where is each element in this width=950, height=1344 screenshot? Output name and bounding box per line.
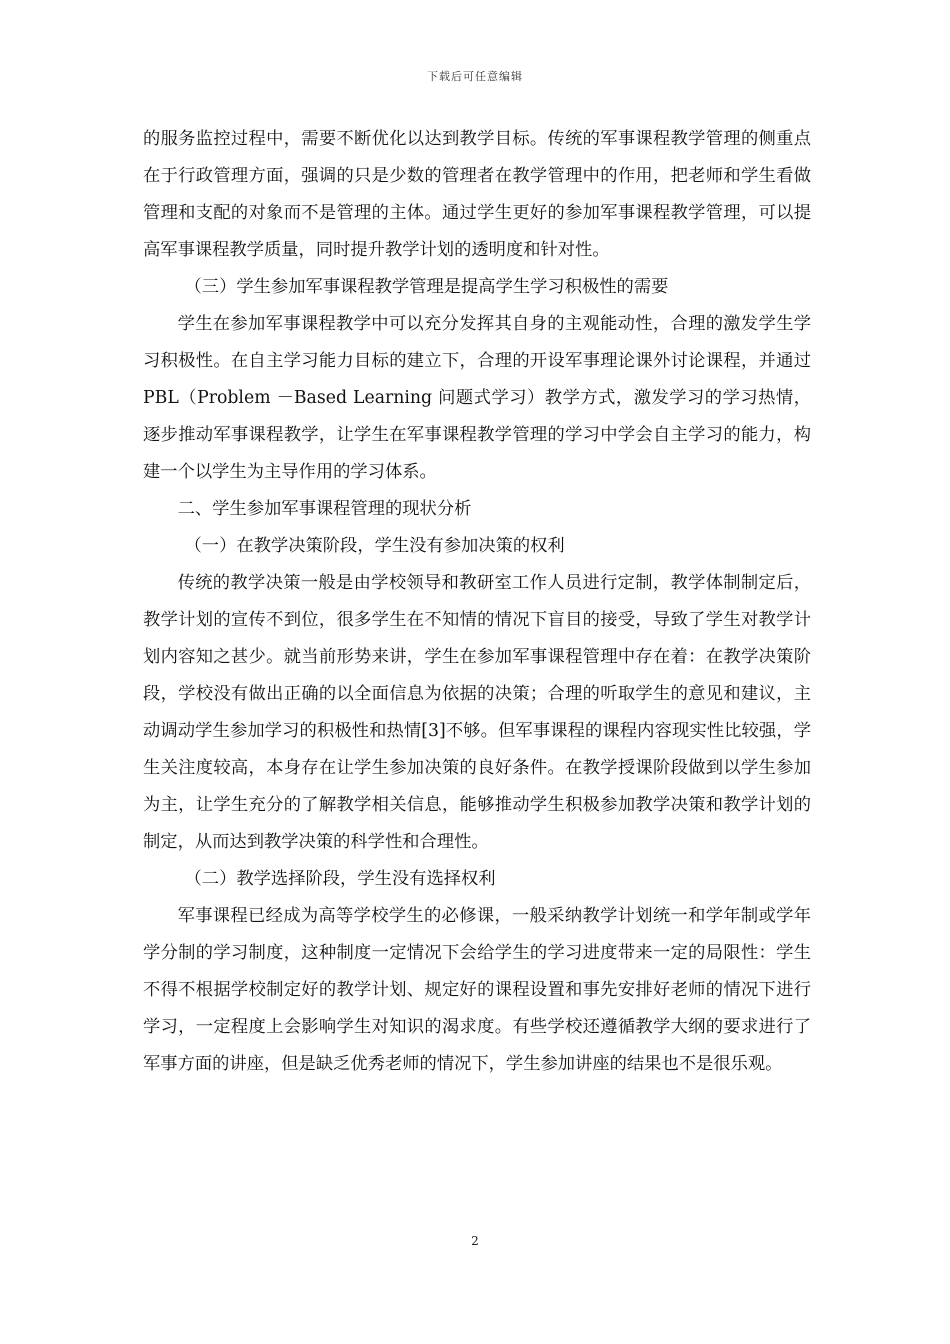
paragraph-selection-stage: 军事课程已经成为高等学校学生的必修课，一般采纳教学计划统一和学年制或学年学分制的学习制度，这种制度一定情况下会给学生的学习进度带来一定的局限性：学生不得不根据学校制定好的教学计划、规定好的课程设置和事先安排好老师的情况下进行学习，一定程度上会影响学生对知识的渴求度。有些学校还遵循教学大纲的要求进行了军事方面的讲座，但是缺乏优秀老师的情况下，学生参加讲座的结果也不是很乐观。 xyxy=(143,906,811,1074)
paragraph-decision-stage: 传统的教学决策一般是由学校领导和教研室工作人员进行定制，教学体制制定后，教学计划的宣传不到位，很多学生在不知情的情况下盲目的接受，导致了学生对教学计划内容知之甚少。就当前形势来讲，学生在参加军事课程管理中存在着：在教学决策阶段，学校没有做出正确的以全面信息为依据的决策；合理的听取学生的意见和建议，主动调动学生参加学习的积极性和热情[3]不够。但军事课程的课程内容现实性比较强，学生关注度较高，本身存在让学生参加决策的良好条件。在教学授课阶段做到以学生参加为主，让学生充分的了解教学相关信息，能够推动学生积极参加教学决策和教学计划的制定，从而达到教学决策的科学性和合理性。 xyxy=(143,573,811,852)
document-body xyxy=(143,121,811,1083)
subsection-heading-2: （二）教学选择阶段，学生没有选择权利 xyxy=(184,869,496,889)
page-header: 下载后可任意编辑 xyxy=(427,70,523,83)
subsection-heading-1: （一）在教学决策阶段，学生没有参加决策的权利 xyxy=(184,536,565,556)
paragraph-student-initiative: 学生在参加军事课程教学中可以充分发挥其自身的主观能动性，合理的激发学生学习积极性。在自主学习能力目标的建立下，合理的开设军事理论课外讨论课程，并通过PBL（Problem －Based Learning 问题式学习）教学方式，激发学习的学习热情，逐步推动军事课程教学，让学生在军事课程教学管理的学习中学会自主学习的能力，构建一个以学生为主导作用的学习体系。 xyxy=(143,314,811,482)
page-number: 2 xyxy=(471,1234,479,1248)
subsection-heading-3: （三）学生参加军事课程教学管理是提高学生学习积极性的需要 xyxy=(184,277,669,297)
section-heading-2: 二、学生参加军事课程管理的现状分析 xyxy=(177,499,472,519)
paragraph-continuation: 的服务监控过程中，需要不断优化以达到教学目标。传统的军事课程教学管理的侧重点在于行政管理方面，强调的只是少数的管理者在教学管理中的作用，把老师和学生看做管理和支配的对象而不是管理的主体。通过学生更好的参加军事课程教学管理，可以提高军事课程教学质量，同时提升教学计划的透明度和针对性。 xyxy=(143,129,811,260)
